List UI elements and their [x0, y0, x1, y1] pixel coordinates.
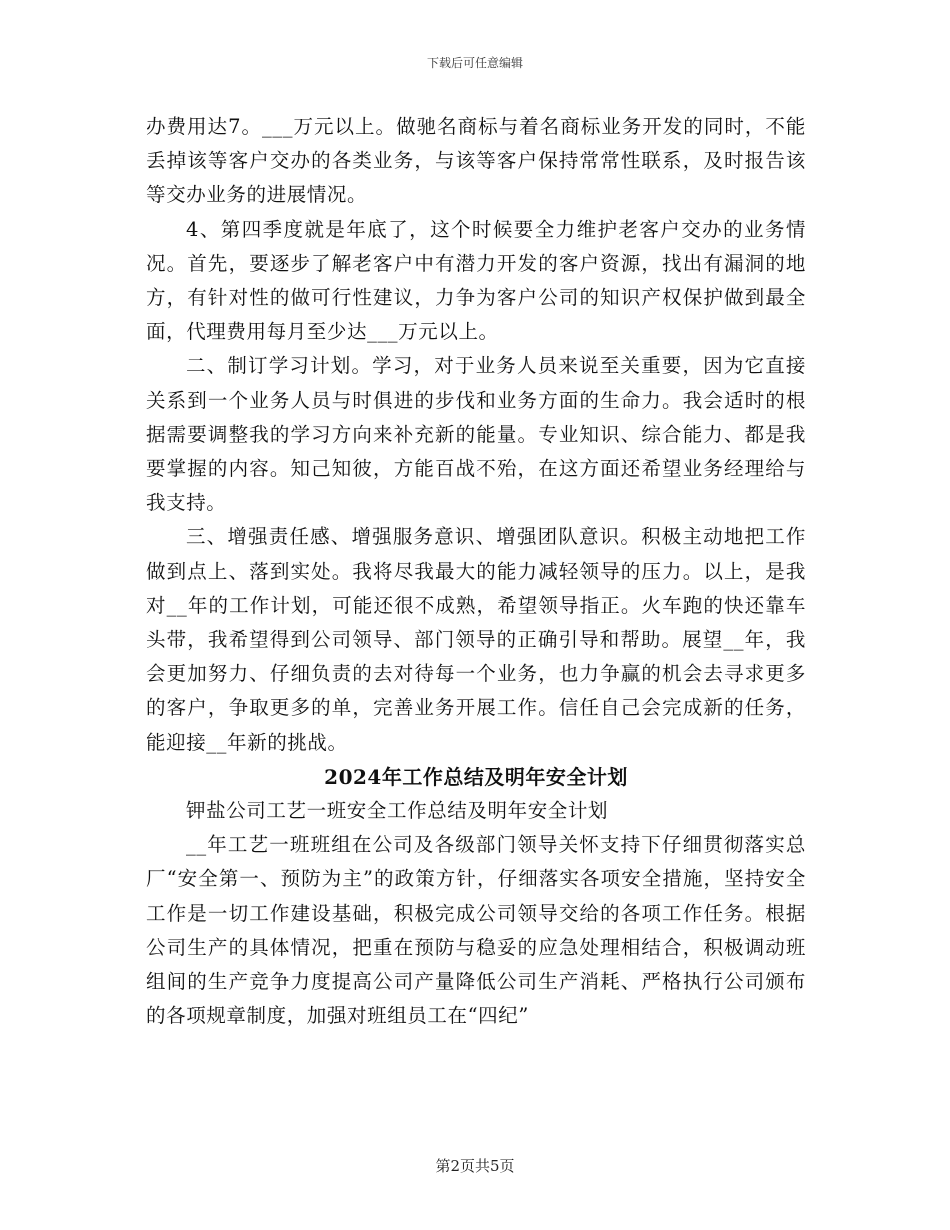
page-number: 第2页共5页	[435, 1157, 515, 1175]
paragraph-safety-summary: __年工艺一班班组在公司及各级部门领导关怀支持下仔细贯彻落实总厂“安全第一、预防为主”的政策方针，仔细落实各项安全措施，坚持安全工作是一切工作建设基础，积极完成公司领导交给的各项工作任务。根据公司生产的具体情况，把重在预防与稳妥的应急处理相结合，积极调动班组间的生产竞争力度提高公司产量降低公司生产消耗、严格执行公司颁布的各项规章制度，加强对班组员工在“四纪”	[146, 833, 806, 1028]
header-note: 下载后可任意编辑	[426, 56, 523, 70]
section-subtitle: 钾盐公司工艺一班安全工作总结及明年安全计划	[186, 799, 609, 823]
paragraph-study-plan: 二、制订学习计划。学习，对于业务人员来说至关重要，因为它直接关系到一个业务人员与时俱进的步伐和业务方面的生命力。我会适时的根据需要调整我的学习方向来补充新的能量。专业知识、综合能力、都是我要掌握的内容。知己知彼，方能百战不殆，在这方面还希望业务经理给与我支持。	[146, 354, 806, 515]
section-title: 2024年工作总结及明年安全计划	[324, 764, 628, 789]
paragraph-continuation: 办费用达7。___万元以上。做驰名商标与着名商标业务开发的同时，不能丢掉该等客户交办的各类业务，与该等客户保持常常性联系，及时报告该等交办业务的进展情况。	[146, 115, 806, 207]
document-body	[146, 110, 806, 1033]
paragraph-fourth-quarter: 4、第四季度就是年底了，这个时候要全力维护老客户交办的业务情况。首先，要逐步了解老客户中有潜力开发的客户资源，找出有漏洞的地方，有针对性的做可行性建议，力争为客户公司的知识产权保护做到最全面，代理费用每月至少达___万元以上。	[146, 217, 806, 344]
paragraph-responsibility: 三、增强责任感、增强服务意识、增强团队意识。积极主动地把工作做到点上、落到实处。我将尽我最大的能力减轻领导的压力。以上，是我对__年的工作计划，可能还很不成熟，希望领导指正。火车跑的快还靠车头带，我希望得到公司领导、部门领导的正确引导和帮助。展望__年，我会更加努力、仔细负责的去对待每一个业务，也力争赢的机会去寻求更多的客户，争取更多的单，完善业务开展工作。信任自己会完成新的任务，能迎接__年新的挑战。	[146, 525, 806, 754]
